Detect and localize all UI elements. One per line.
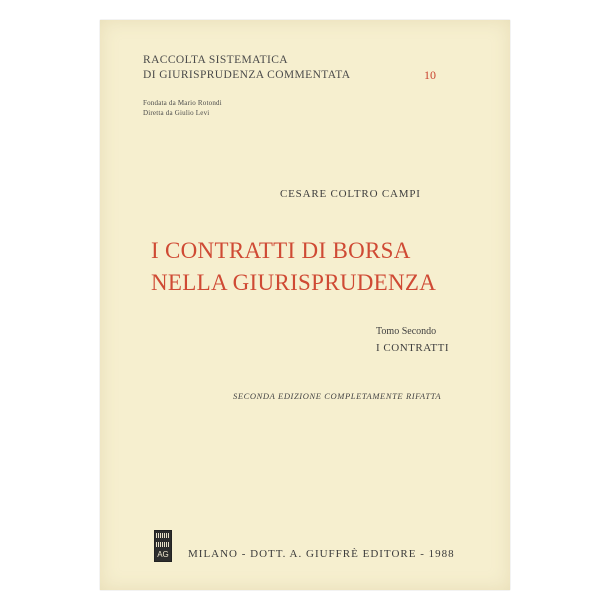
author-name: CESARE COLTRO CAMPI bbox=[280, 188, 421, 200]
volume-subtitle: I CONTRATTI bbox=[376, 342, 450, 354]
series-notes bbox=[143, 98, 222, 118]
series-title bbox=[143, 53, 350, 83]
logo-stripe-middle bbox=[156, 542, 170, 547]
founded-by: Fondata da Mario Rotondi bbox=[143, 99, 222, 107]
publisher-imprint: MILANO - DOTT. A. GIUFFRÈ EDITORE - 1988 bbox=[188, 548, 455, 560]
series-line-2: DI GIURISPRUDENZA COMMENTATA bbox=[143, 69, 351, 81]
series-number: 10 bbox=[424, 68, 436, 82]
series-line-1: RACCOLTA SISTEMATICA bbox=[143, 54, 288, 66]
logo-mark: AG bbox=[157, 550, 169, 559]
logo-stripe-top bbox=[156, 533, 170, 538]
title-line-1: I CONTRATTI DI BORSA bbox=[151, 238, 411, 263]
publisher-logo-icon bbox=[154, 530, 172, 562]
book-title bbox=[151, 235, 436, 299]
directed-by: Diretta da Giulio Levi bbox=[143, 109, 210, 117]
edition-note: SECONDA EDIZIONE COMPLETAMENTE RIFATTA bbox=[233, 391, 442, 401]
book-cover bbox=[100, 20, 510, 590]
volume-info bbox=[376, 323, 449, 357]
volume-label: Tomo Secondo bbox=[376, 326, 437, 337]
title-line-2: NELLA GIURISPRUDENZA bbox=[151, 270, 437, 295]
